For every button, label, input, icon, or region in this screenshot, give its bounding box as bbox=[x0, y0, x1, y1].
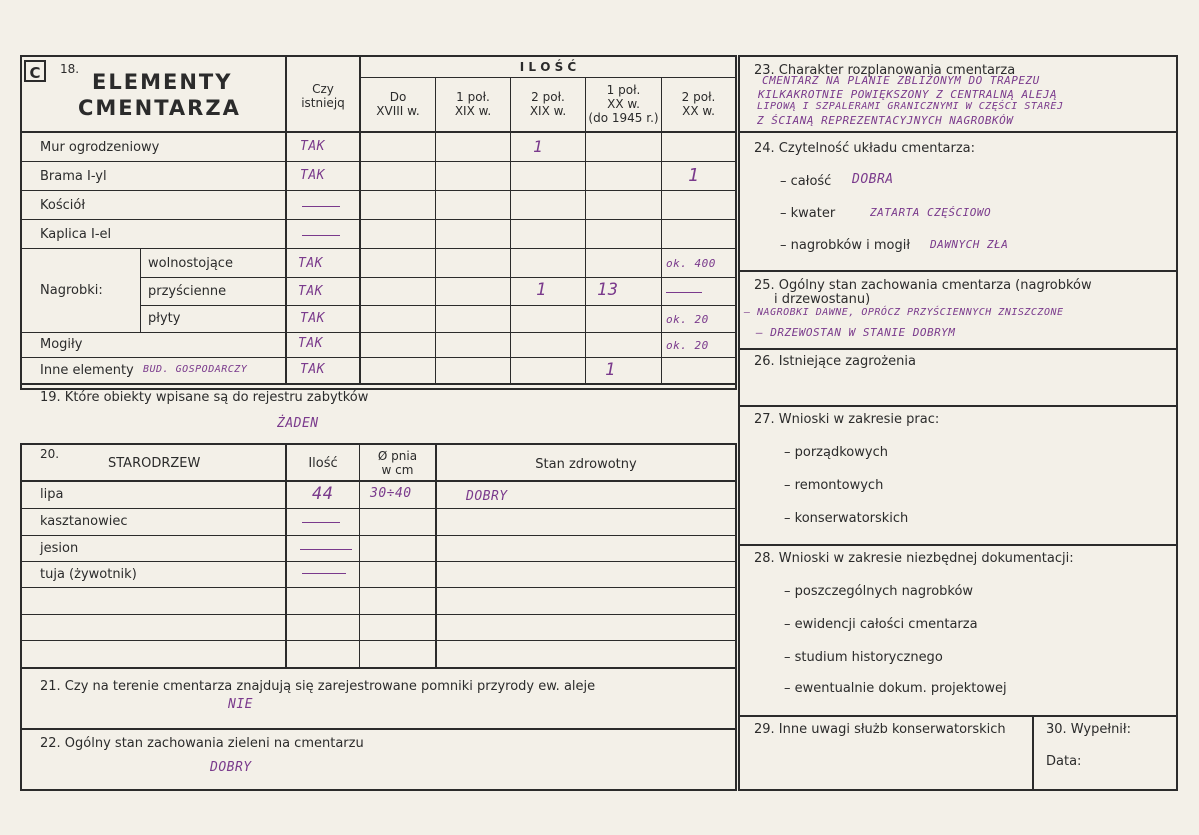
q20-num: 20. bbox=[40, 447, 60, 461]
row-mur: Mur ogrodzeniowy bbox=[40, 140, 160, 155]
col-czy-1: Czy bbox=[312, 82, 334, 96]
q20-col-stan: Stan zdrowotny bbox=[535, 457, 637, 472]
q21-answer: NIE bbox=[228, 697, 253, 712]
q27-item: – porządkowych bbox=[784, 445, 888, 460]
row-wolno: wolnostojące bbox=[148, 256, 233, 271]
elements-title-1: ELEMENTY bbox=[92, 70, 233, 94]
row-kosciol: Kościół bbox=[40, 198, 86, 213]
row-kaplica: Kaplica I-el bbox=[40, 227, 112, 242]
hw-przysc-2polxx-strike bbox=[666, 292, 702, 293]
q21-label: 21. Czy na terenie cmentarza znajdują się zarejestrowane pomniki przyrody ew. aleje bbox=[40, 679, 596, 694]
hw-przysc-1polxx: 13 bbox=[597, 280, 619, 300]
q20-col-pnia-2: w cm bbox=[381, 463, 414, 477]
grid-line bbox=[22, 219, 735, 220]
grid-line bbox=[22, 587, 735, 588]
q28-item: – ewidencji całości cmentarza bbox=[784, 617, 978, 632]
q26-label: 26. Istniejące zagrożenia bbox=[754, 354, 916, 369]
grid-line bbox=[22, 383, 735, 385]
q25-label-1: 25. Ogólny stan zachowania cmentarza (nagrobków bbox=[754, 278, 1092, 293]
hw-wolno-2polxx: ok. 400 bbox=[666, 257, 716, 270]
hw-przysc-czy: TAK bbox=[298, 284, 323, 299]
grid-line bbox=[435, 77, 436, 383]
row-mogily: Mogiły bbox=[40, 337, 83, 352]
q23-hw: Z ŚCIANĄ REPREZENTACYJNYCH NAGROBKÓW bbox=[757, 114, 1014, 127]
grid-line bbox=[510, 77, 511, 383]
hw-wolno-czy: TAK bbox=[298, 256, 323, 271]
col-4-l1: 1 poł. bbox=[606, 83, 641, 97]
hw-kosciol-dash bbox=[302, 206, 340, 207]
grid-line bbox=[22, 131, 735, 133]
q19-answer: ŻADEN bbox=[277, 416, 319, 431]
q24-label: 24. Czytelność układu cmentarza: bbox=[754, 141, 976, 156]
grid-line bbox=[740, 270, 1176, 272]
q24-a-hw: DOBRA bbox=[852, 172, 894, 187]
tree-dash bbox=[302, 522, 340, 523]
q28-label: 28. Wnioski w zakresie niezbędnej dokumentacji: bbox=[754, 551, 1074, 566]
grid-line bbox=[22, 480, 735, 482]
q28-item: – ewentualnie dokum. projektowej bbox=[784, 681, 1007, 696]
grid-line bbox=[1032, 715, 1034, 789]
hw-brama-2polxx: 1 bbox=[688, 165, 700, 186]
col-4-l2: XX w. bbox=[607, 97, 640, 111]
tree-name: lipa bbox=[40, 487, 64, 502]
grid-line bbox=[740, 405, 1176, 407]
hw-plyty-2polxx: ok. 20 bbox=[666, 313, 709, 326]
grid-line bbox=[740, 348, 1176, 350]
col-4-l3: (do 1945 r.) bbox=[588, 111, 659, 125]
col-5-l2: XX w. bbox=[682, 104, 715, 118]
hw-mur-czy: TAK bbox=[300, 139, 325, 154]
tree-name: jesion bbox=[40, 541, 79, 556]
row-nagrobki: Nagrobki: bbox=[40, 283, 103, 298]
hw-inne-czy: TAK bbox=[300, 362, 325, 377]
q23-hw: KILKAKROTNIE POWIĘKSZONY Z CENTRALNĄ ALEJĄ bbox=[758, 88, 1058, 101]
grid-line bbox=[435, 445, 437, 667]
q27-item: – remontowych bbox=[784, 478, 884, 493]
q30-data: Data: bbox=[1046, 754, 1082, 769]
hw-brama-czy: TAK bbox=[300, 168, 325, 183]
hw-mogily-2polxx: ok. 20 bbox=[666, 339, 709, 352]
col-5-l1: 2 poł. bbox=[681, 90, 716, 104]
grid-line bbox=[140, 305, 735, 306]
q20-title: STARODRZEW bbox=[108, 456, 201, 471]
col-2-l1: 1 poł. bbox=[456, 90, 490, 104]
tree-ilosc: 44 bbox=[312, 484, 334, 504]
section-number: 18. bbox=[60, 62, 80, 76]
q24-b: – kwater bbox=[780, 206, 836, 221]
col-1-l1: Do bbox=[389, 90, 407, 104]
hw-mur-2polxix: 1 bbox=[533, 137, 544, 156]
q22-label: 22. Ogólny stan zachowania zieleni na cmentarzu bbox=[40, 736, 364, 751]
hw-inne-name: BUD. GOSPODARCZY bbox=[143, 364, 248, 375]
col-3-l1: 2 poł. bbox=[531, 90, 565, 104]
grid-line bbox=[22, 357, 735, 358]
grid-line bbox=[22, 535, 735, 536]
q20-col-pnia-1: Ø pnia bbox=[377, 449, 418, 463]
q22-answer: DOBRY bbox=[210, 760, 252, 775]
grid-line bbox=[740, 131, 1176, 133]
row-plyty: płyty bbox=[148, 311, 181, 326]
grid-line bbox=[22, 561, 735, 562]
hw-mogily-czy: TAK bbox=[298, 336, 323, 351]
q24-b-hw: ZATARTA CZĘŚCIOWO bbox=[870, 206, 992, 219]
hw-kaplica-dash bbox=[302, 235, 340, 236]
q28-item: – studium historycznego bbox=[784, 650, 943, 665]
grid-line bbox=[285, 445, 287, 667]
q30-label: 30. Wypełnił: bbox=[1046, 722, 1131, 737]
grid-line bbox=[359, 445, 360, 667]
grid-line bbox=[22, 508, 735, 509]
q21-frame bbox=[20, 667, 737, 730]
tree-pien: 30÷40 bbox=[370, 486, 412, 501]
q24-c-hw: DAWNYCH ZŁA bbox=[930, 238, 1009, 251]
section-box-c: C bbox=[24, 60, 46, 82]
grid-line bbox=[22, 190, 735, 191]
row-inne: Inne elementy bbox=[40, 363, 134, 378]
grid-line bbox=[22, 640, 735, 641]
q29-label: 29. Inne uwagi służb konserwatorskich bbox=[754, 722, 1006, 737]
q25-hw-1: – NAGROBKI DAWNE, OPRÓCZ PRZYŚCIENNYCH ZNISZCZONE bbox=[744, 307, 1064, 318]
col-3-l2: XIX w. bbox=[529, 104, 567, 118]
elements-title-2: CMENTARZA bbox=[78, 96, 241, 120]
grid-line bbox=[740, 544, 1176, 546]
grid-line bbox=[22, 332, 735, 333]
q25-label-2: i drzewostanu) bbox=[774, 292, 871, 307]
tree-dash bbox=[302, 573, 346, 574]
tree-name: tuja (żywotnik) bbox=[40, 567, 137, 582]
grid-line bbox=[22, 248, 735, 249]
q27-item: – konserwatorskich bbox=[784, 511, 909, 526]
q27-label: 27. Wnioski w zakresie prac: bbox=[754, 412, 940, 427]
grid-line bbox=[140, 277, 735, 278]
q28-item: – poszczególnych nagrobków bbox=[784, 584, 974, 599]
tree-dash bbox=[300, 549, 352, 550]
row-przysc: przyścienne bbox=[148, 284, 227, 299]
row-brama: Brama I-yl bbox=[40, 169, 107, 184]
grid-line bbox=[22, 614, 735, 615]
col-czy-2: istniejq bbox=[301, 96, 345, 110]
ilosc-header: I L O Ś Ć bbox=[519, 60, 577, 74]
col-1-l2: XVIII w. bbox=[376, 104, 420, 118]
tree-name: kasztanowiec bbox=[40, 514, 128, 529]
q24-c: – nagrobków i mogił bbox=[780, 238, 911, 253]
grid-line bbox=[661, 77, 662, 383]
q25-hw-2: – DRZEWOSTAN W STANIE DOBRYM bbox=[756, 326, 956, 339]
grid-line bbox=[740, 715, 1176, 717]
hw-plyty-czy: TAK bbox=[300, 311, 325, 326]
q24-a: – całość bbox=[780, 174, 832, 189]
grid-line bbox=[22, 161, 735, 162]
q20-col-ilosc: Ilość bbox=[308, 456, 338, 471]
col-2-l2: XIX w. bbox=[454, 104, 492, 118]
grid-line bbox=[361, 77, 735, 78]
q23-hw: LIPOWĄ I SZPALERAMI GRANICZNYMI W CZĘŚCI STAREJ bbox=[757, 101, 1064, 112]
q23-hw: CMENTARZ NA PLANIE ZBLIŻONYM DO TRAPEZU bbox=[762, 74, 1040, 87]
tree-stan: DOBRY bbox=[466, 489, 508, 504]
hw-przysc-2polxix: 1 bbox=[536, 280, 547, 300]
q19-label: 19. Które obiekty wpisane są do rejestru zabytków bbox=[40, 390, 369, 405]
hw-inne-1polxx: 1 bbox=[605, 360, 616, 380]
grid-line bbox=[140, 248, 141, 332]
q23-label: 23. Charakter rozplanowania cmentarza bbox=[754, 63, 1016, 78]
